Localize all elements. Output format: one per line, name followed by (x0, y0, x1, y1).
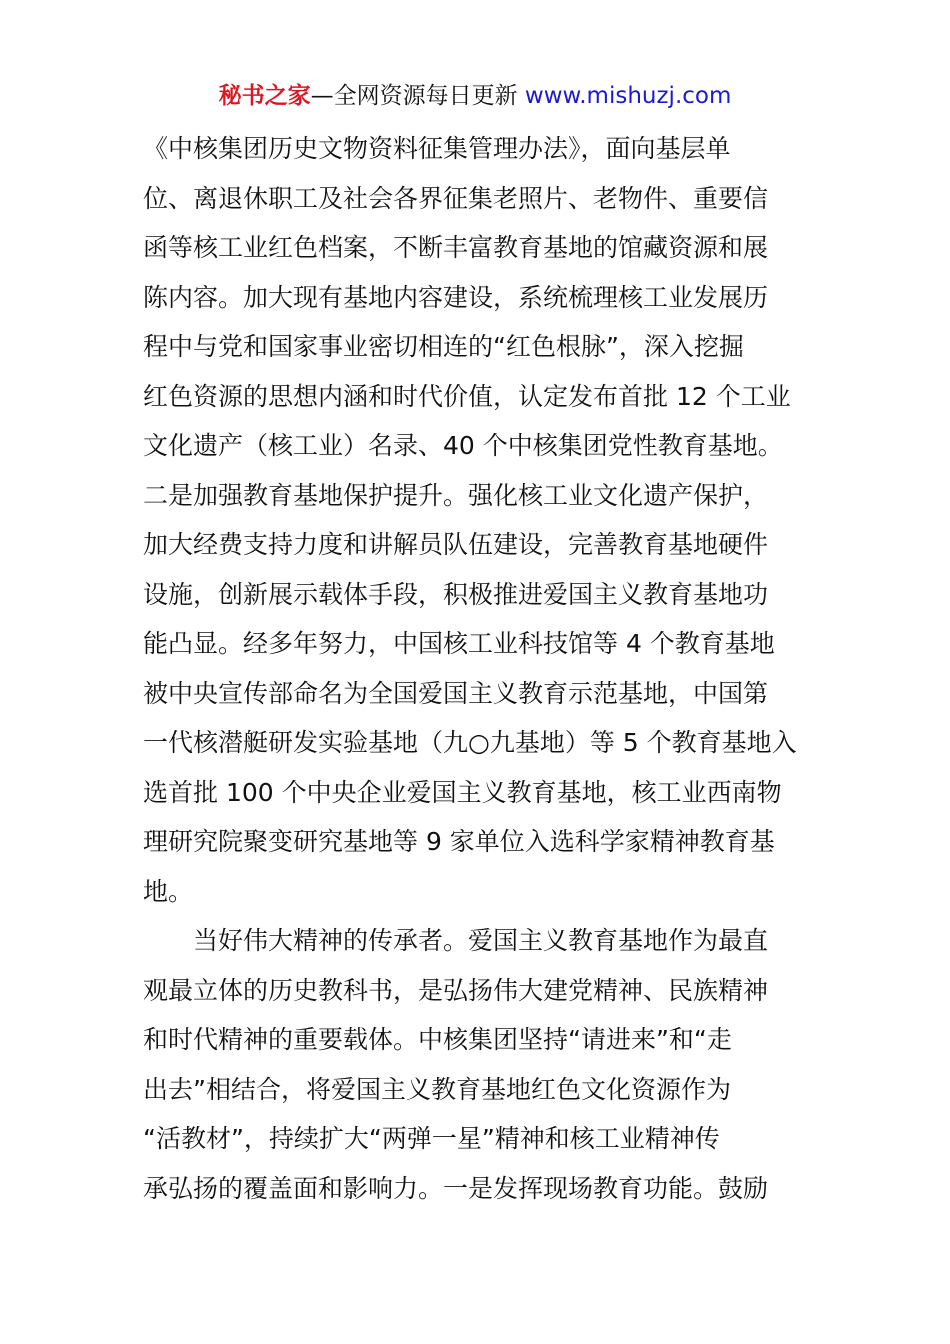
text-line: 被中央宣传部命名为全国爱国主义教育示范基地，中国第 (143, 678, 769, 708)
brand-name: 秘书之家 (218, 83, 311, 109)
text-line: 位、离退休职工及社会各界征集老照片、老物件、重要信 (143, 183, 769, 213)
header-tagline: —全网资源每日更新 (310, 83, 525, 109)
text-line: 观最立体的历史教科书，是弘扬伟大建党精神、民族精神 (143, 975, 769, 1005)
site-url-link[interactable]: www.mishuzj.com (524, 83, 732, 109)
text-line: 和时代精神的重要载体。中核集团坚持“请进来”和“走 (143, 1025, 732, 1054)
text-line: 函等核工业红色档案，不断丰富教育基地的馆藏资源和展 (143, 233, 769, 262)
document-body (143, 124, 813, 1213)
text-line: 《中核集团历史文物资料征集管理办法》，面向基层单 (143, 134, 731, 163)
text-line: 程中与党和国家事业密切相连的“红色根脉”，深入挖掘 (143, 332, 744, 361)
text-line: 设施，创新展示载体手段，积极推进爱国主义教育基地功 (143, 579, 769, 609)
text-line: 地。 (143, 876, 194, 906)
text-line: 红色资源的思想内涵和时代价值，认定发布首批 12 个工业 (143, 381, 791, 411)
text-line: 陈内容。加大现有基地内容建设，系统梳理核工业发展历 (143, 282, 769, 312)
text-line: 二是加强教育基地保护提升。强化核工业文化遗产保护， (143, 480, 769, 510)
text-line: 文化遗产（核工业）名录、40 个中核集团党性教育基地。 (143, 431, 783, 460)
text-line: 一代核潜艇研发实验基地（九○九基地）等 5 个教育基地入 (143, 728, 797, 757)
text-line: 出去”相结合，将爱国主义教育基地红色文化资源作为 (143, 1074, 731, 1104)
text-line: 理研究院聚变研究基地等 9 家单位入选科学家精神教育基 (143, 827, 775, 856)
text-line: 能凸显。经多年努力，中国核工业科技馆等 4 个教育基地 (143, 629, 775, 658)
text-line: 加大经费支持力度和讲解员队伍建设，完善教育基地硬件 (143, 530, 769, 559)
text-line: 承弘扬的覆盖面和影响力。一是发挥现场教育功能。鼓励 (143, 1173, 769, 1203)
text-line: 选首批 100 个中央企业爱国主义教育基地，核工业西南物 (143, 777, 782, 807)
paragraph-first-line: 当好伟大精神的传承者。爱国主义教育基地作为最直 (193, 926, 769, 955)
text-line: “活教材”，持续扩大“两弹一星”精神和核工业精神传 (143, 1124, 720, 1153)
page-header (0, 80, 950, 112)
